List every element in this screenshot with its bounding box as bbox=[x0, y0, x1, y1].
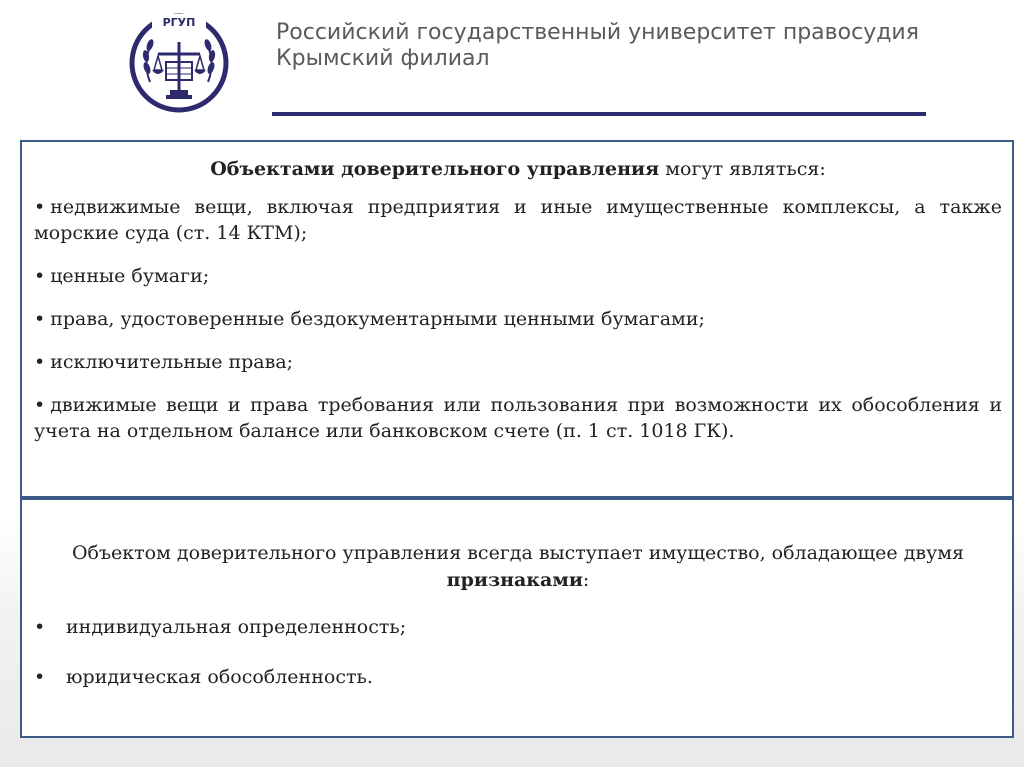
features-heading-text: Объектом доверительного управления всегда выступает имущество, обладающее двумя bbox=[71, 542, 965, 564]
university-title: Российский государственный университет правосудия bbox=[276, 20, 919, 45]
branch-subtitle: Крымский филиал bbox=[276, 46, 490, 71]
list-item bbox=[34, 392, 1002, 444]
header-divider bbox=[272, 112, 926, 116]
objects-box bbox=[20, 140, 1014, 498]
list-item bbox=[34, 263, 1002, 289]
list-item-text: недвижимые вещи, включая предприятия и иные имущественные комплексы, а также морские суда (ст. 14 КТМ); bbox=[34, 196, 1002, 244]
list-item bbox=[34, 306, 1002, 332]
features-box bbox=[20, 498, 1014, 738]
features-heading-end: : bbox=[582, 569, 590, 591]
list-item bbox=[34, 349, 1002, 375]
bullet-icon: • bbox=[34, 196, 46, 218]
list-item-text: ценные бумаги; bbox=[50, 265, 210, 287]
bullet-icon: • bbox=[34, 265, 46, 287]
bullet-icon: • bbox=[34, 666, 46, 688]
bullet-icon: • bbox=[34, 308, 46, 330]
list-item-text: индивидуальная определенность; bbox=[66, 616, 407, 638]
list-item bbox=[34, 194, 1002, 246]
bullet-icon: • bbox=[34, 351, 46, 373]
list-item-text: исключительные права; bbox=[50, 351, 294, 373]
features-heading-bold: признаками bbox=[446, 569, 583, 591]
list-item-text: движимые вещи и права требования или пользования при возможности их обособления и учета на отдельном балансе или банковском счете (п. 1 ст. 1018 ГК). bbox=[34, 394, 1002, 442]
list-item bbox=[34, 664, 1002, 690]
svg-text:РГУП: РГУП bbox=[162, 16, 196, 29]
objects-heading bbox=[34, 156, 1002, 182]
objects-heading-bold: Объектами доверительного управления bbox=[210, 158, 660, 180]
list-item-text: права, удостоверенные бездокументарными ценными бумагами; bbox=[50, 308, 705, 330]
list-item-text: юридическая обособленность. bbox=[66, 666, 373, 688]
logo-text bbox=[152, 14, 206, 30]
bullet-icon: • bbox=[34, 616, 46, 638]
features-heading bbox=[34, 540, 1002, 594]
slide-header bbox=[0, 0, 1024, 135]
bullet-icon: • bbox=[34, 394, 46, 416]
list-item bbox=[34, 614, 1002, 640]
objects-heading-rest: могут являться: bbox=[659, 158, 826, 180]
